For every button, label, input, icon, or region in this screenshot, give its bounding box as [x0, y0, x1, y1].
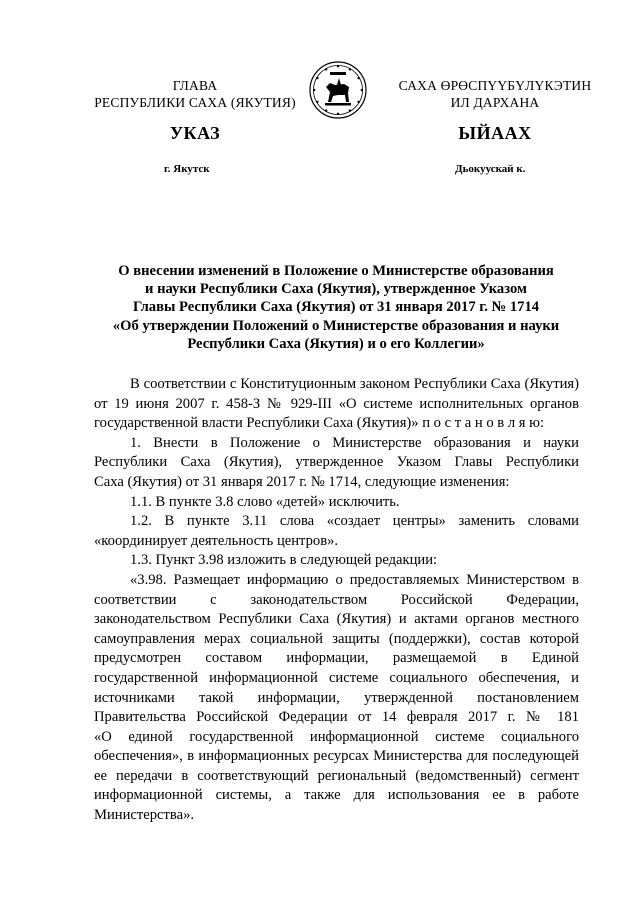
body-line: от 19 июня 2007 г. 458-З № 929-III «О системе исполнительных органов	[94, 395, 579, 412]
city-sakha: Дьокуускай к.	[455, 163, 526, 175]
body-line: источниками такой информации, утвержденной постановлением	[94, 689, 579, 706]
body-line: государственной информационной системе социального обеспечения, и	[94, 669, 579, 686]
body-line: законодательством Республики Саха (Якутия) и актами органов местного	[94, 611, 579, 628]
body-line: 1.1. В пункте 3.8 слово «детей» исключить.	[130, 493, 400, 510]
issuer-ru	[90, 77, 300, 111]
body-line: 1.2. В пункте 3.11 слова «создает центры» заменить словами	[130, 513, 579, 530]
decree-body	[94, 375, 579, 826]
body-line: «О единой государственной информационной системе социального	[94, 728, 579, 745]
body-line: самоуправления мерах социальной защиты (поддержки), состав которой	[94, 630, 579, 647]
body-line: Министерства».	[94, 807, 195, 824]
body-line: предусмотрен составом информации, размещаемой в Единой	[94, 650, 579, 667]
issuer-ru-line2: РЕСПУБЛИКИ САХА (ЯКУТИЯ)	[94, 95, 296, 110]
city-ru: г. Якутск	[164, 163, 210, 175]
body-line: информационной системы, а также для использования ее в работе	[94, 787, 579, 804]
body-line: ее передачи в соответствующий региональный (ведомственный) сегмент	[94, 767, 579, 784]
title-line: Главы Республики Саха (Якутия) от 31 января 2017 г. № 1714	[132, 299, 540, 316]
body-line: Республики Саха (Якутия), утвержденное Указом Главы Республики	[94, 454, 579, 471]
decree-title	[96, 262, 576, 353]
title-line: и науки Республики Саха (Якутия), утвержденное Указом	[145, 281, 527, 298]
body-line: обеспечения», в информационных ресурсах Министерства для последующей	[94, 748, 579, 765]
title-line: Республики Саха (Якутия) и о его Коллегии»	[187, 335, 485, 352]
issuer-sakha-line2: ИЛ ДАРХАНА	[450, 95, 540, 110]
issuer-sakha-line1: САХА ӨРӨСПҮҮБҮЛҮКЭТИН	[398, 78, 592, 93]
doc-type-ru: УКАЗ	[169, 123, 221, 143]
body-line: Правительства Российской Федерации от 14 февраля 2017 г. № 181	[94, 709, 579, 726]
issuer-sakha	[390, 77, 600, 111]
issuer-ru-line1: ГЛАВА	[172, 78, 218, 93]
body-line: 1. Внести в Положение о Министерстве образования и науки	[130, 434, 579, 451]
body-line: «координирует деятельность центров».	[94, 532, 339, 549]
body-line: государственной власти Республики Саха (Якутия)» п о с т а н о в л я ю:	[94, 415, 545, 432]
body-line: 1.3. Пункт 3.98 изложить в следующей редакции:	[130, 552, 438, 569]
coat-of-arms-emblem	[308, 60, 368, 120]
body-line: Саха (Якутия) от 31 января 2017 г. № 1714, следующие изменения:	[94, 473, 510, 490]
title-line: О внесении изменений в Положение о Министерстве образования	[118, 263, 554, 279]
doc-type-sakha: ЫЙААХ	[458, 123, 532, 143]
body-line: «3.98. Размещает информацию о предоставляемых Министерством в	[130, 571, 579, 588]
body-line: соответствии с законодательством Российской Федерации,	[94, 591, 579, 608]
title-line: «Об утверждении Положений о Министерстве образования и науки	[112, 317, 560, 334]
body-line: В соответствии с Конституционным законом Республики Саха (Якутия)	[130, 376, 579, 392]
